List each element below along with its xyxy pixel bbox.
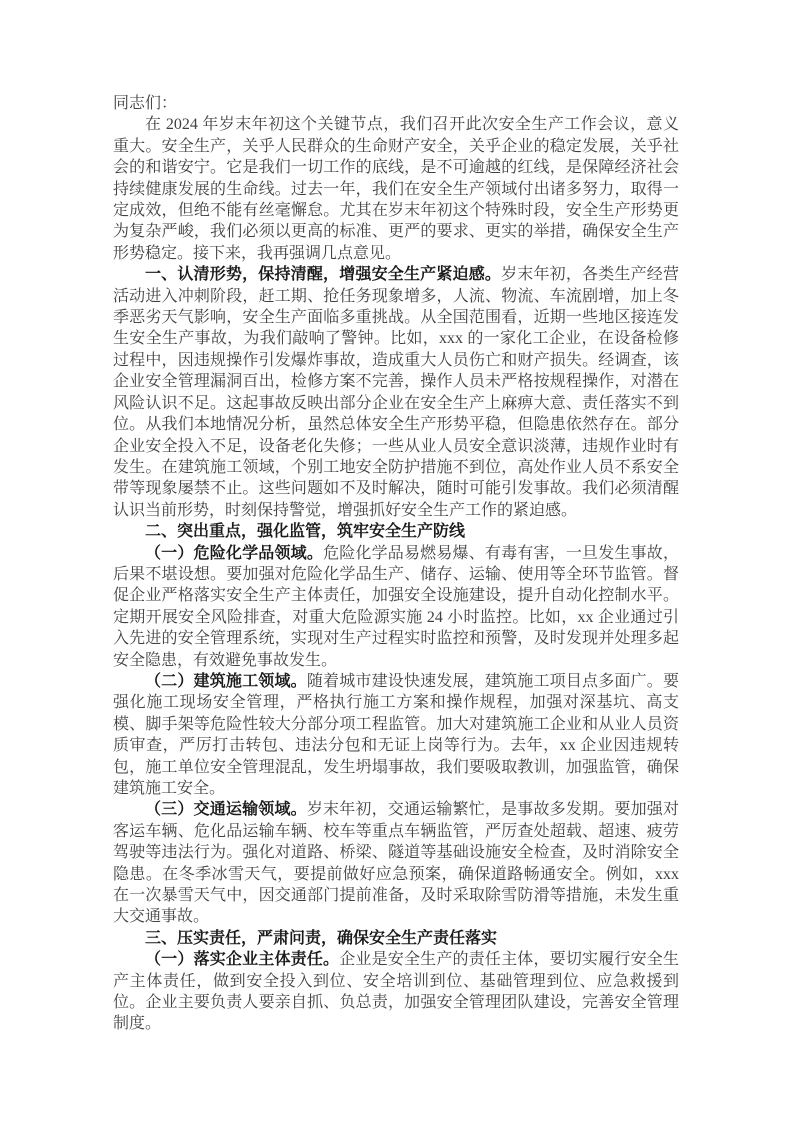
subsection-2-1-heading: （一）危险化学品领域。 [145,544,324,562]
section-1-heading: 一、认清形势，保持清醒，增强安全生产紧迫感。 [145,266,502,284]
subsection-2-1-paragraph [113,543,679,671]
section-3-heading: 三、压实责任，严肃问责，确保安全生产责任落实 [145,929,498,947]
section-1-paragraph [113,264,679,521]
subsection-2-3-paragraph [113,799,679,927]
subsection-3-1-heading: （一）落实企业主体责任。 [145,951,340,969]
subsection-2-2-heading: （二）建筑施工领域。 [145,672,307,690]
salutation: 同志们： [113,95,178,112]
subsection-3-1-paragraph [113,949,679,1035]
section-1-text: 岁末年初，各类生产经营活动进入冲刺阶段，赶工期、抢任务现象增多，人流、物流、车流剧增，加上冬季恶劣天气影响，安全生产面临多重挑战。从全国范围看，近期一些地区接连发生安全生产事故，为我们敲响了警钟。比如，xxx 的一家化工企业，在设备检修过程中，因违规操作引发爆炸事故，造成重大人员伤亡和财产损失。经调查，该企业安全管理漏洞百出，检修方案不完善，操作人员未严格按规程操作，对潜在风险认识不足。这起事故反映出部分企业在安全生产上麻痹大意、责任落实不到位。从我们本地情况分析，虽然总体安全生产形势平稳，但隐患依然存在。部分企业安全投入不足，设备老化失修；一些从业人员安全意识淡薄，违规作业时有发生。在建筑施工领域，个别工地安全防护措施不到位，高处作业人员不系安全带等现象屡禁不止。这些问题如不及时解决，随时可能引发事故。我们必须清醒认识当前形势，时刻保持警觉，增强抓好安全生产工作的紧迫感。 [113,266,679,519]
section-2-heading: 二、突出重点，强化监管，筑牢安全生产防线 [145,523,466,541]
subsection-2-1-text: 危险化学品易燃易爆、有毒有害，一旦发生事故，后果不堪设想。要加强对危险化学品生产、储存、运输、使用等全环节监管。督促企业严格落实安全生产主体责任，加强安全设施建设，提升自动化控制水平。定期开展安全风险排查，对重大危险源实施 24 小时监控。比如，xx 企业通过引入先进的安全管理系统，实现对生产过程实时监控和预警，及时发现并处理多起安全隐患，有效避免事故发生。 [113,544,679,669]
subsection-2-3-heading: （三）交通运输领域。 [145,801,307,819]
opening-paragraph [113,114,679,264]
subsection-2-3-text: 岁末年初，交通运输繁忙，是事故多发期。要加强对客运车辆、危化品运输车辆、校车等重点车辆监管，严厉查处超载、超速、疲劳驾驶等违法行为。强化对道路、桥梁、隧道等基础设施安全检查，及时消除安全隐患。在冬季冰雪天气，要提前做好应急预案，确保道路畅通安全。例如，xxx 在一次暴雪天气中，因交通部门提前准备，及时采取除雪防滑等措施，未发生重大交通事故。 [113,801,679,926]
opening-paragraph-text: 在 2024 年岁末年初这个关键节点，我们召开此次安全生产工作会议，意义重大。安全生产，关乎人民群众的生命财产安全，关乎企业的稳定发展，关乎社会的和谐安宁。它是我们一切工作的底线，是不可逾越的红线，是保障经济社会持续健康发展的生命线。过去一年，我们在安全生产领域付出诸多努力，取得一定成效，但绝不能有丝毫懈怠。尤其在岁末年初这个特殊时段，安全生产形势更为复杂严峻，我们必须以更高的标准、更严的要求、更实的举措，确保安全生产形势稳定。接下来，我再强调几点意见。 [113,116,679,262]
subsection-2-2-paragraph [113,671,679,799]
subsection-3-1-text: 企业是安全生产的责任主体，要切实履行安全生产主体责任，做到安全投入到位、安全培训到位、基础管理到位、应急救援到位。企业主要负责人要亲自抓、负总责，加强安全管理团队建设，完善安全管理制度。 [113,951,679,1033]
subsection-2-2-text: 随着城市建设快速发展，建筑施工项目点多面广。要强化施工现场安全管理，严格执行施工方案和操作规程，加强对深基坑、高支模、脚手架等危险性较大分部分项工程监管。加大对建筑施工企业和从业人员资质审查，严厉打击转包、违法分包和无证上岗等行为。去年，xx 企业因违规转包，施工单位安全管理混乱，发生坍塌事故，我们要吸取教训，加强监管，确保建筑施工安全。 [113,672,679,797]
